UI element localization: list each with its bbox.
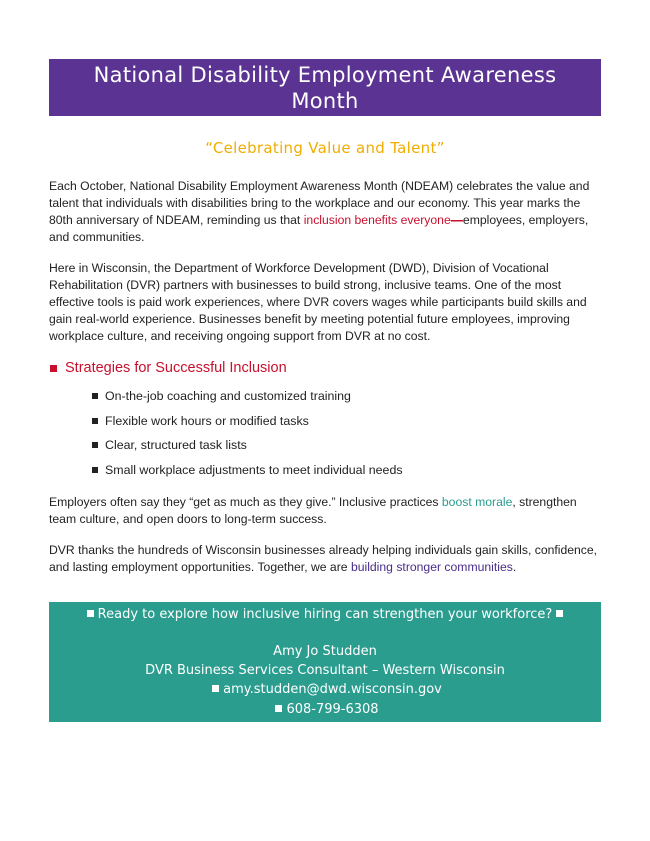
thanks-paragraph — [49, 542, 601, 576]
strategies-heading — [49, 360, 601, 376]
morale-highlight: boost morale — [441, 494, 513, 509]
contact-phone-row — [49, 700, 601, 719]
contact-email-row — [49, 680, 601, 699]
em-dash: — — [450, 213, 463, 227]
contact-email[interactable]: amy.studden@dwd.wisconsin.gov — [223, 682, 442, 698]
communities-highlight: building stronger communities — [350, 559, 513, 574]
list-item — [92, 462, 601, 478]
square-bullet-icon — [556, 610, 563, 617]
strategies-heading-text: Strategies for Successful Inclusion — [65, 360, 287, 376]
employers-paragraph — [49, 494, 601, 528]
square-bullet-icon — [92, 393, 98, 399]
list-item-text: On-the-job coaching and customized training — [105, 389, 351, 403]
square-bullet-icon — [92, 442, 98, 448]
email-icon — [212, 685, 219, 692]
intro-paragraph — [49, 178, 601, 246]
employers-text-end: , strengthen team culture, and open doors to long-term success. — [49, 494, 577, 526]
square-bullet-icon — [87, 610, 94, 617]
list-item-text: Clear, structured task lists — [105, 438, 247, 452]
thanks-text-end: . — [512, 559, 517, 574]
wisconsin-paragraph: Here in Wisconsin, the Department of Workforce Development (DWD), Division of Vocational Rehabilitation (DVR) partners with businesses to build strong, inclusive teams. One of the most effective tools is paid work experiences, where DVR covers wages while participants build skills and gain real-world experience. Businesses benefit by meeting potential future employees, improving workplace culture, and receiving ongoing support from DVR at no cost. — [49, 261, 587, 343]
square-bullet-icon — [50, 365, 57, 372]
contact-role: DVR Business Services Consultant – Western Wisconsin — [145, 663, 505, 679]
list-item — [92, 413, 601, 429]
title-banner — [49, 59, 601, 116]
contact-name: Amy Jo Studden — [273, 643, 377, 659]
page-title: National Disability Employment Awareness Month — [93, 63, 557, 113]
list-item-text: Flexible work hours or modified tasks — [105, 413, 309, 428]
list-item-text: Small workplace adjustments to meet individual needs — [105, 462, 403, 477]
square-bullet-icon — [92, 418, 98, 424]
list-item — [92, 437, 601, 453]
phone-icon — [275, 705, 282, 712]
inclusion-highlight: inclusion benefits everyone — [303, 213, 451, 227]
intro-text: Each October, National Disability Employment Awareness Month (NDEAM) celebrates the value and talent that individuals with disabilities bring to the workplace and our economy. This year marks the 80th anniversary of NDEAM, reminding us that — [49, 179, 590, 227]
contact-phone[interactable]: 608-799-6308 — [286, 701, 379, 717]
list-item — [92, 388, 601, 404]
employers-text: Employers often say they “get as much as they give.” Inclusive practices — [49, 494, 442, 509]
strategies-list — [49, 388, 601, 478]
contact-box — [49, 602, 601, 722]
intro-text-end: employees, employers, and communities. — [49, 213, 589, 244]
cta-prompt — [49, 605, 601, 624]
subtitle: “Celebrating Value and Talent” — [205, 139, 445, 157]
square-bullet-icon — [92, 467, 98, 473]
cta-prompt-text: Ready to explore how inclusive hiring can strengthen your workforce? — [97, 606, 553, 622]
flyer-page — [49, 59, 601, 722]
thanks-text: DVR thanks the hundreds of Wisconsin businesses already helping individuals gain skills, confidence, and lasting employment opportunities. Together, we are — [49, 542, 598, 574]
